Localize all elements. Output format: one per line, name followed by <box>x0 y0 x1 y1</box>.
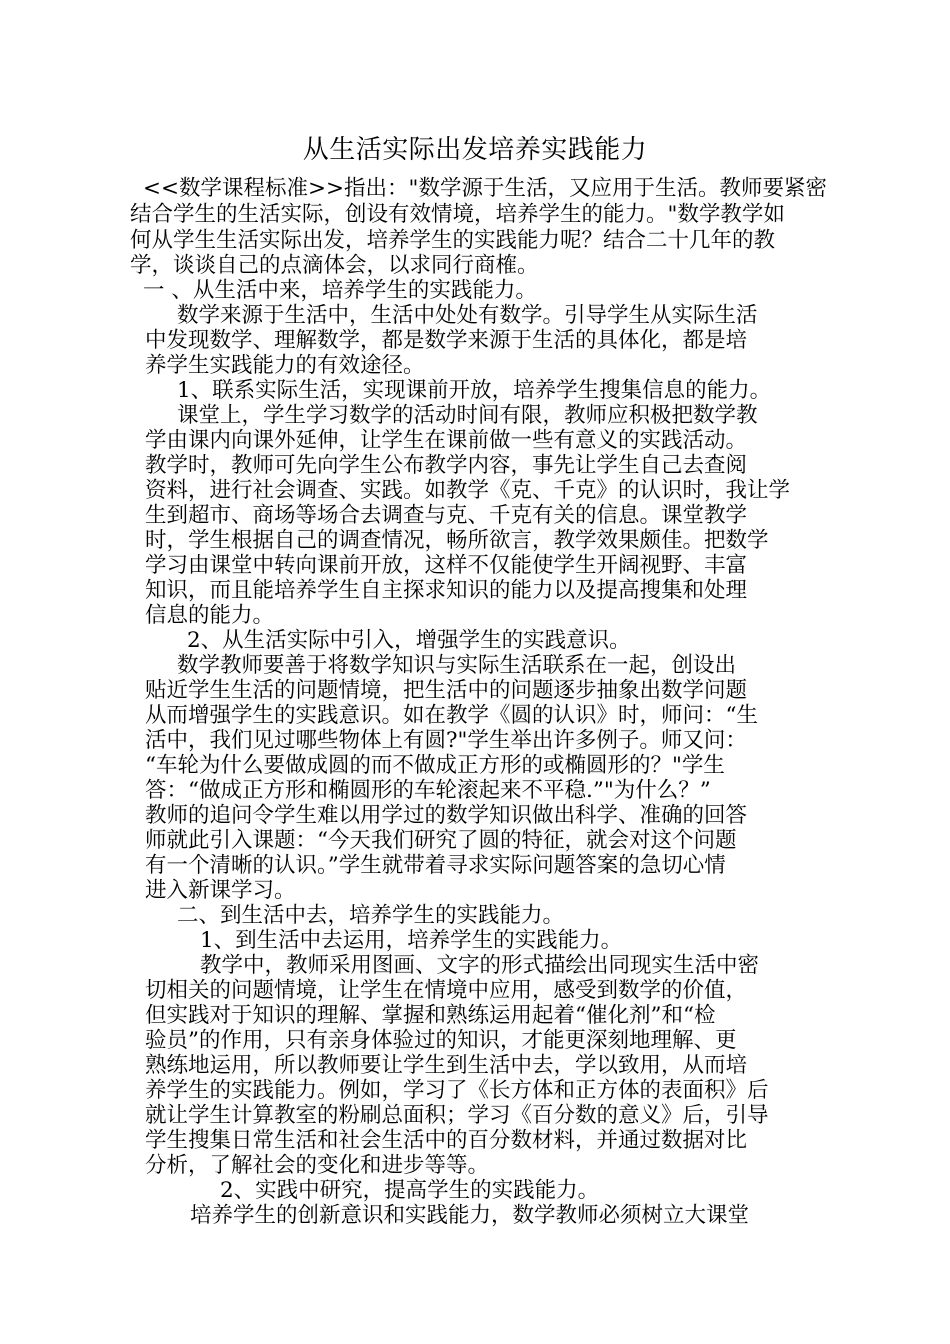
text-line: 数学教师要善于将数学知识与实际生活联系在一起，创设出 <box>177 653 737 678</box>
text-line: 养学生的实践能力。例如，学习了《长方体和正方体的表面积》后 <box>145 1078 769 1103</box>
text-line: 中发现数学、理解数学，都是数学来源于生活的具体化，都是培 <box>145 328 748 353</box>
text-line: 信息的能力。 <box>145 603 275 628</box>
text-line: 有一个清晰的认识。”学生就带着寻求实际问题答案的急切心情 <box>145 853 726 878</box>
text-line: 课堂上，学生学习数学的活动时间有限，教师应积极把数学教 <box>177 403 758 428</box>
subsection-heading: 1、联系实际生活，实现课前开放，培养学生搜集信息的能力。 <box>177 378 772 403</box>
text-line: 答：“做成正方形和椭圆形的车轮滚起来不平稳.”"为什么？” <box>145 778 711 803</box>
subsection-heading: 1、到生活中去运用，培养学生的实践能力。 <box>200 928 623 953</box>
text-line: 何从学生生活实际出发，培养学生的实践能力呢？结合二十几年的教 <box>130 228 776 253</box>
subsection-heading: 2、实践中研究，提高学生的实践能力。 <box>220 1178 600 1203</box>
text-line: 学，谈谈自己的点滴体会，以求同行商榷。 <box>130 253 539 278</box>
text-line: 学习由课堂中转向课前开放，这样不仅能使学生开阔视野、丰富 <box>145 553 748 578</box>
text-line: “车轮为什么要做成圆的而不做成正方形的或椭圆形的？"学生 <box>145 753 725 778</box>
text-line: 教学中，教师采用图画、文字的形式描绘出同现实生活中密 <box>200 953 760 978</box>
text-line: 就让学生计算教室的粉刷总面积；学习《百分数的意义》后，引导 <box>145 1103 769 1128</box>
text-line: 教学时，教师可先向学生公布教学内容，事先让学生自己去查阅 <box>145 453 748 478</box>
text-line: 数学来源于生活中，生活中处处有数学。引导学生从实际生活 <box>177 303 758 328</box>
text-line: 生到超市、商场等场合去调查与克、千克有关的信息。课堂教学 <box>145 503 748 528</box>
text-line: 学生搜集日常生活和社会生活中的百分数材料，并通过数据对比 <box>145 1128 748 1153</box>
text-line: 进入新课学习。 <box>145 878 296 903</box>
text-line: <<数学课程标准>>指出："数学源于生活，又应用于生活。教师要紧密 <box>143 176 827 201</box>
subsection-heading: 2、从生活实际中引入，增强学生的实践意识。 <box>187 628 631 653</box>
text-line: 时，学生根据自己的调查情况，畅所欲言，教学效果颇佳。把数学 <box>145 528 769 553</box>
text-line: 教师的追问令学生难以用学过的数学知识做出科学、准确的回答 <box>145 803 748 828</box>
text-line: 结合学生的生活实际，创设有效情境，培养学生的能力。"数学教学如 <box>130 202 785 227</box>
text-line: 学由课内向课外延伸，让学生在课前做一些有意义的实践活动。 <box>145 428 748 453</box>
text-line: 养学生实践能力的有效途径。 <box>145 353 425 378</box>
document-title: 从生活实际出发培养实践能力 <box>302 135 648 165</box>
text-line: 知识，而且能培养学生自主探求知识的能力以及提高搜集和处理 <box>145 578 748 603</box>
text-line: 但实践对于知识的理解、掌握和熟练运用起着“催化剂”和“检 <box>145 1003 716 1028</box>
text-line: 从而增强学生的实践意识。如在教学《圆的认识》时，师问：“生 <box>145 703 758 728</box>
text-line: 资料，进行社会调查、实践。如教学《克、千克》的认识时，我让学 <box>145 478 791 503</box>
text-line: 师就此引入课题：“今天我们研究了圆的特征，就会对这个问题 <box>145 828 737 853</box>
text-line: 验员”的作用，只有亲身体验过的知识，才能更深刻地理解、更 <box>145 1028 737 1053</box>
text-line: 活中，我们见过哪些物体上有圆?"学生举出许多例子。师又问： <box>145 728 747 753</box>
text-line: 培养学生的创新意识和实践能力，数学教师必须树立大课堂 <box>190 1203 750 1228</box>
text-line: 熟练地运用，所以教师要让学生到生活中去，学以致用，从而培 <box>145 1053 748 1078</box>
text-line: 切相关的问题情境，让学生在情境中应用，感受到数学的价值， <box>145 978 748 1003</box>
text-line: 分析，了解社会的变化和进步等等。 <box>145 1153 490 1178</box>
section-heading: 二、到生活中去，培养学生的实践能力。 <box>177 903 565 928</box>
text-line: 贴近学生生活的问题情境，把生活中的问题逐步抽象出数学问题 <box>145 678 748 703</box>
section-heading: 一 、从生活中来，培养学生的实践能力。 <box>143 278 537 303</box>
